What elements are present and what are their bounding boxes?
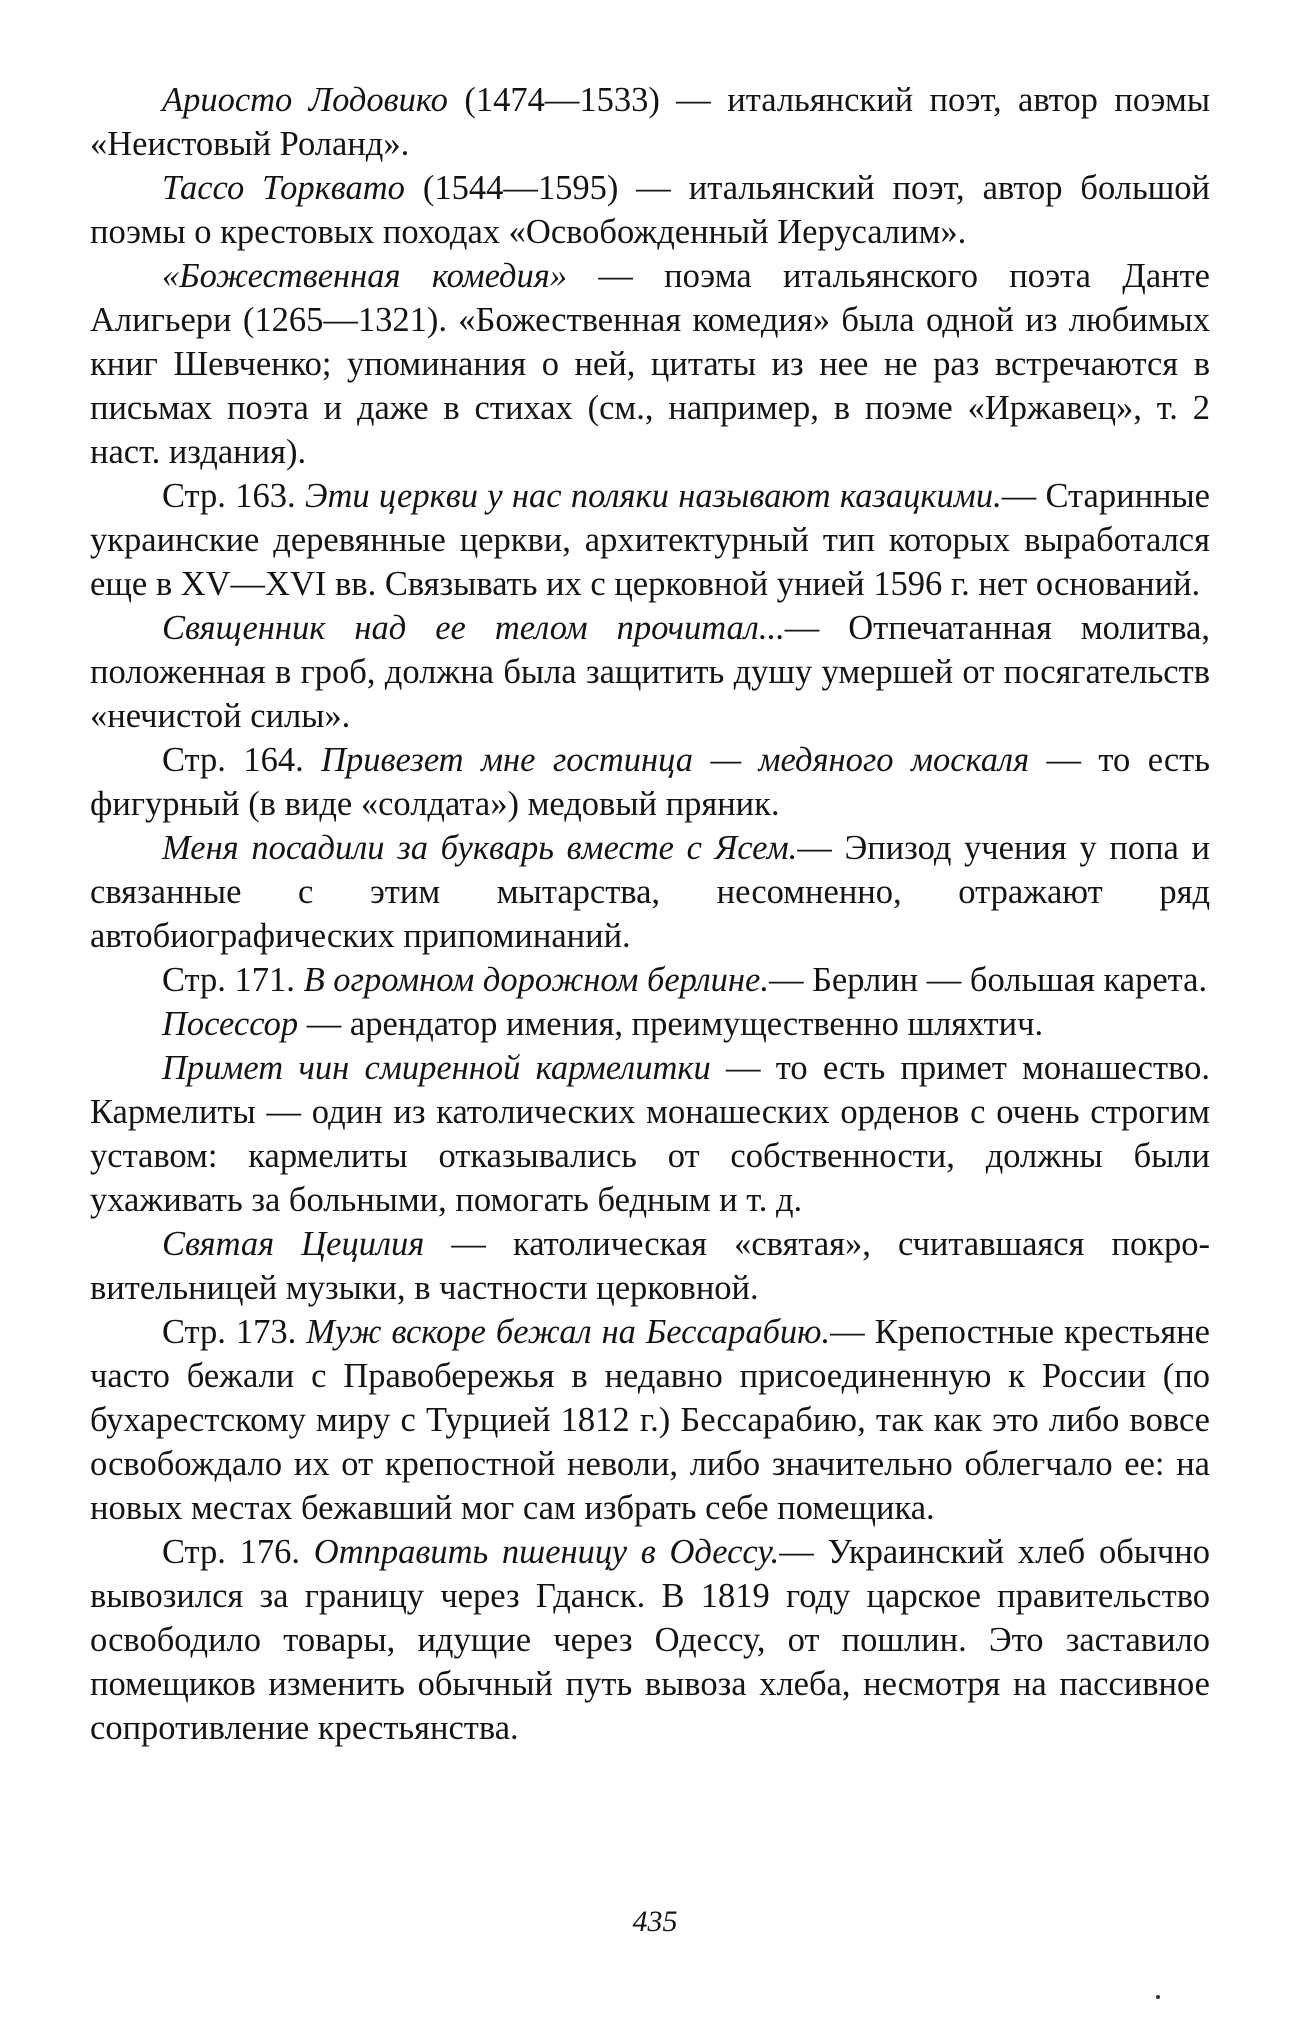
page-ref: Стр. 163. xyxy=(162,477,305,515)
page-ref: Стр. 171. xyxy=(162,961,304,999)
note-term: Примет чин смиренной кармелитки xyxy=(162,1049,711,1087)
note-term: Тассо Торквато xyxy=(162,169,405,207)
note-paragraph xyxy=(90,958,1210,1002)
note-text: — Берлин — большая карета. xyxy=(768,961,1208,999)
note-text: (1474—1533) — итальянский поэт, автор поэмы «Неистовый Роланд». xyxy=(90,81,1211,163)
note-text: — Украинский хлеб обычно вывозился за границу через Гданск. В 1819 году царское правительство освободило товары, идущие через Одессу, от пошлин. Это заставило помещиков изменить обычный путь вывоза хлеба, несмотря на пассивное сопротивление крестьянства. xyxy=(90,1533,1210,1747)
print-speck xyxy=(1156,1995,1160,1999)
note-paragraph xyxy=(90,826,1210,958)
note-term: «Божественная комедия» xyxy=(162,257,568,295)
note-text: — арендатор имения, преимущественно шляхтич. xyxy=(298,1005,1044,1043)
note-term: Отправить пшеницу в Одессу. xyxy=(313,1533,780,1571)
note-text: — Старинные украинские деревянные церкви, архитектурный тип которых выработался еще в XV—XVI вв. Связывать их с церковной унией 1596 г. нет оснований. xyxy=(90,477,1210,603)
note-paragraph xyxy=(90,166,1210,254)
note-text: — Крепостные крестьяне часто бежали с Правобережья в недавно присоединенную к России (по бухарестскому миру с Турцией 1812 г.) Бессарабию, так как это либо вовсе освобождало их от крепостной неволи, либо значительно облегчало ее: на новых местах бежавший мог сам избрать себе помещика. xyxy=(90,1313,1210,1527)
note-term: Привезет мне гостинца — медяного москаля xyxy=(321,741,1030,779)
note-paragraph xyxy=(90,1310,1210,1530)
note-paragraph xyxy=(90,78,1210,166)
note-paragraph xyxy=(90,1046,1210,1222)
page-ref: Стр. 173. xyxy=(162,1313,307,1351)
note-text: — то есть фигурный (в виде «солдата») медовый пряник. xyxy=(90,741,1210,823)
note-term: Святая Цецилия xyxy=(162,1225,425,1263)
note-term: Ариосто Лодовико xyxy=(162,81,448,119)
page-ref: Стр. 164. xyxy=(162,741,322,779)
note-paragraph xyxy=(90,1222,1210,1310)
note-paragraph xyxy=(90,1530,1210,1750)
note-term: Посессор xyxy=(162,1005,299,1043)
page-ref: Стр. 176. xyxy=(162,1533,314,1571)
note-text: — то есть примет монашество. Кармелиты — один из католических монашеских орденов с очень строгим уставом: кармелиты отказывались от собственности, должны были ухаживать за больными, помогать бедным и т. д. xyxy=(90,1049,1211,1219)
commentary-text xyxy=(90,78,1210,1750)
note-paragraph xyxy=(90,474,1210,606)
note-text: (1544—1595) — итальянский поэт, автор большой поэмы о крестовых походах «Освобожденный Иерусалим». xyxy=(90,169,1210,251)
note-text: — поэма итальянского поэта Данте Алигьери (1265—1321). «Божественная комедия» была одной из любимых книг Шевченко; упоминания о ней, цитаты из нее не раз встречаются в письмах поэта и даже в стихах (см., например, в поэме «Иржавец», т. 2 наст. издания). xyxy=(90,257,1210,471)
page-number: 435 xyxy=(632,1905,678,1938)
note-paragraph xyxy=(90,1002,1210,1046)
note-text: — Отпечатанная молитва, положенная в гроб, должна была защитить душу умершей от посягательств «нечистой силы». xyxy=(90,609,1210,735)
note-term: Муж вскоре бежал на Бессарабию. xyxy=(306,1313,831,1351)
note-text: — Эпизод учения у попа и связанные с этим мытарства, несомненно, отражают ряд автобиографических припоминаний. xyxy=(90,829,1210,955)
note-text: — католическая «святая», считавшаяся покровительницей музыки, в частности церковной. xyxy=(90,1225,1210,1307)
note-term: Эти церкви у нас поляки называют казацкими. xyxy=(304,477,1002,515)
note-term: В огромном дорожном берлине. xyxy=(303,961,769,999)
note-term: Меня посадили за букварь вместе с Ясем. xyxy=(162,829,798,867)
note-paragraph xyxy=(90,738,1210,826)
note-paragraph xyxy=(90,254,1210,474)
note-term: Священник над ее телом прочитал... xyxy=(162,609,785,647)
note-paragraph xyxy=(90,606,1210,738)
